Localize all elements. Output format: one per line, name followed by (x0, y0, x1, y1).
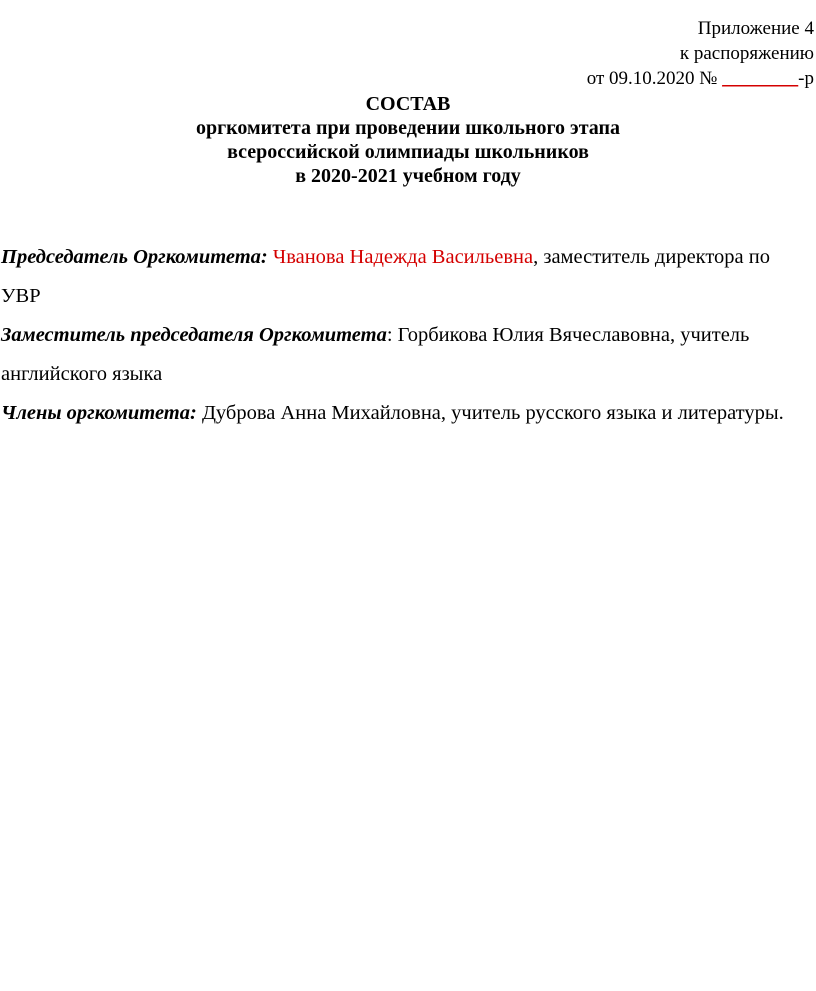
member-committee (1, 394, 791, 433)
member-description: , заместитель директора по УВР (1, 246, 770, 307)
member-name: Дуброва Анна Михайловна, учитель русского языка и (196, 402, 673, 424)
title-subline-2: всероссийской олимпиады школьников (227, 141, 589, 163)
member-deputy (1, 316, 791, 394)
title-subline-3: в 2020-2021 учебном году (295, 165, 521, 187)
appendix-header (587, 16, 814, 91)
appendix-order-ref: к распоряжению (679, 43, 814, 64)
order-number-suffix: -р (798, 68, 814, 89)
member-description: учитель английского языка (1, 324, 750, 385)
member-role: Заместитель председателя Оргкомитета (1, 324, 387, 346)
member-name: : Горбикова Юлия Вячеславовна, (386, 324, 676, 346)
appendix-date: от 09.10.2020 № (586, 68, 718, 89)
document-title (0, 92, 816, 188)
appendix-number: Приложение 4 (697, 18, 814, 39)
committee-list (1, 238, 791, 433)
order-number-blank: ________ (722, 68, 799, 89)
title-heading: СОСТАВ (365, 93, 451, 115)
title-subline-1: оргкомитета при проведении школьного этапа (195, 117, 621, 139)
member-name: Чванова Надежда Васильевна (272, 246, 534, 268)
appendix-date-line (587, 66, 814, 91)
member-description: литературы. (672, 402, 784, 424)
member-role: Председатель Оргкомитета: (1, 246, 268, 268)
member-chair (1, 238, 791, 316)
member-role: Члены оргкомитета: (1, 402, 197, 424)
